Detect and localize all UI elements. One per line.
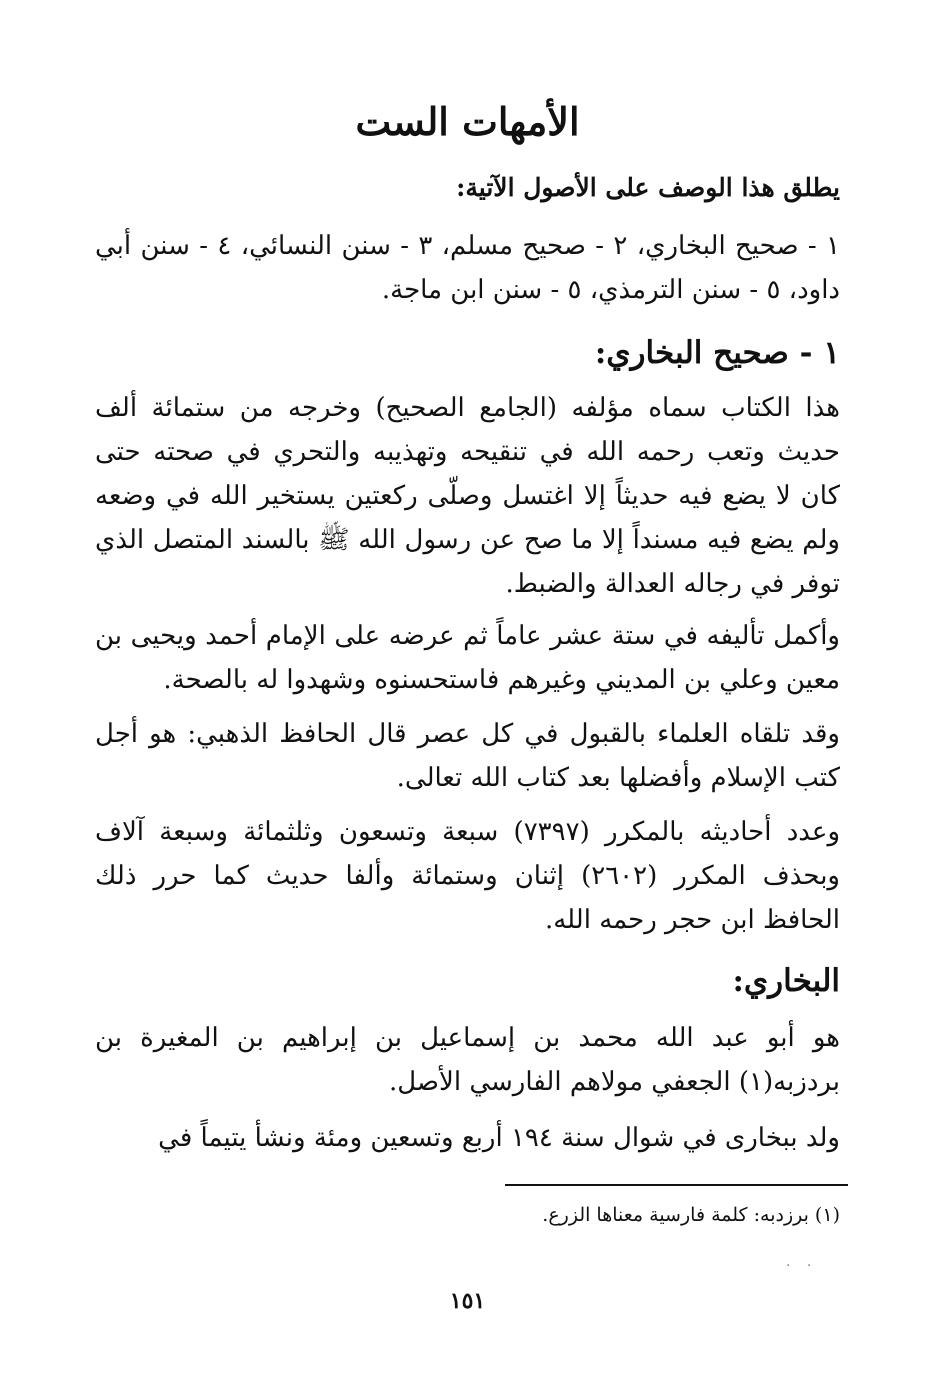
section-heading-sahih-bukhari: ١ - صحيح البخاري: (594, 335, 840, 371)
footnote-divider (505, 1184, 848, 1186)
section-heading-bukhari: البخاري: (732, 963, 840, 999)
books-list: ١ - صحيح البخاري، ٢ - صحيح مسلم، ٣ - سنن النسائي، ٤ - سنن أبي داود، ٥ - سنن الترمذي، ٥ - سنن ابن ماجة. (95, 231, 840, 305)
paragraph-book-description: هذا الكتاب سماه مؤلفه (الجامع الصحيح) وخرجه من ستمائة ألف حديث وتعب رحمه الله في تنقيحه وتهذيبه والتحري في صحته حتى كان لا يضع فيه حديثاً إلا اغتسل وصلّى ركعتين يستخير الله في وضعه ولم يضع فيه مسنداً إلا ما صح عن رسول الله ﷺ بالسند المتصل الذي توفر في رجاله العدالة والضبط. (95, 393, 840, 599)
paragraph-hadith-count: وعدد أحاديثه بالمكرر (٧٣٩٧) سبعة وتسعون وثلثمائة وسبعة آلاف وبحذف المكرر (٢٦٠٢) إثنان وستمائة وألفا حديث كما حرر ذلك الحافظ ابن حجر رحمه الله. (95, 817, 840, 935)
paragraph-bukhari-birth: ولد ببخارى في شوال سنة ١٩٤ أربع وتسعين ومئة ونشأ يتيماً في (158, 1123, 840, 1153)
page-title: الأمهات الست (355, 99, 580, 144)
paragraph-reception: وقد تلقاه العلماء بالقبول في كل عصر قال الحافظ الذهبي: هو أجل كتب الإسلام وأفضلها بعد كتاب الله تعالى. (95, 719, 840, 793)
scan-speck: · · (786, 1258, 818, 1274)
footnote: (١) برزدبه: كلمة فارسية معناها الزرع. (542, 1204, 840, 1226)
intro-line: يطلق هذا الوصف على الأصول الآتية: (456, 173, 840, 202)
paragraph-bukhari-lineage: هو أبو عبد الله محمد بن إسماعيل بن إبراهيم بن المغيرة بن بردزبه(١) الجعفي مولاهم الفارسي الأصل. (95, 1023, 840, 1097)
paragraph-completion: وأكمل تأليفه في ستة عشر عاماً ثم عرضه على الإمام أحمد ويحيى بن معين وعلي بن المديني وغيرهم فاستحسنوه وشهدوا له بالصحة. (95, 621, 840, 695)
page-number: ١٥١ (449, 1288, 486, 1314)
